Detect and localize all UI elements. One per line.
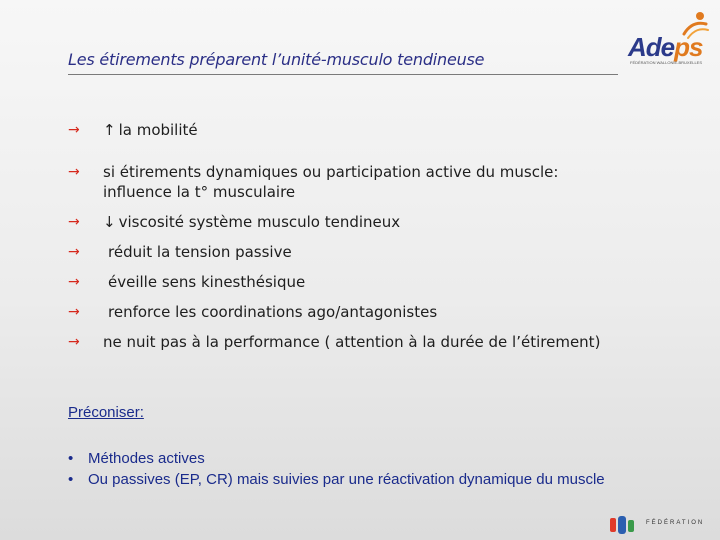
arrow-bullet-icon: → — [68, 244, 80, 260]
title-underline — [68, 74, 618, 75]
up-arrow-icon: ↑ — [103, 121, 116, 139]
slide: Les étirements préparent l’unité-musculo tendineuse Adeps FÉDÉRATION WALLONIE-BRUXELLES → ↑ la mobilité → si étirements dynamiques ou participation active du muscle: influence la t° musculaire → ↓ viscosité système musculo tendineux → réduit la tension passive → éveille sens kinesthésique → renforce les coordinations ago/antagonistes → ne nuit pas à la performance ( attention à la durée de l’étirement) Préconiser: • Méthodes actives • Ou passives (EP, CR) mais suivies par une réactivation dynamique du muscle FÉDÉRATION — [0, 0, 720, 540]
arrow-bullet-icon: → — [68, 214, 80, 230]
down-arrow-icon: ↓ — [103, 213, 116, 231]
bullet-dot-icon: • — [68, 471, 74, 488]
slide-title: Les étirements préparent l’unité-musculo tendineuse — [68, 50, 485, 69]
arrow-bullet-icon: → — [68, 122, 80, 138]
preconiser-heading: Préconiser: — [68, 404, 144, 421]
arrow-bullet-icon: → — [68, 304, 80, 320]
adeps-logo — [622, 10, 714, 72]
arrow-bullet-icon: → — [68, 334, 80, 350]
arrow-bullet-icon: → — [68, 164, 80, 180]
logo-wordmark: Adeps — [628, 32, 703, 62]
logo-subtext: FÉDÉRATION WALLONIE-BRUXELLES — [630, 60, 703, 65]
fwb-footer-logo — [608, 514, 714, 536]
fwb-logo-icon — [608, 514, 638, 536]
arrow-bullet-icon: → — [68, 274, 80, 290]
bullet-dot-icon: • — [68, 450, 74, 467]
footer-logo-text: FÉDÉRATION — [646, 520, 705, 526]
